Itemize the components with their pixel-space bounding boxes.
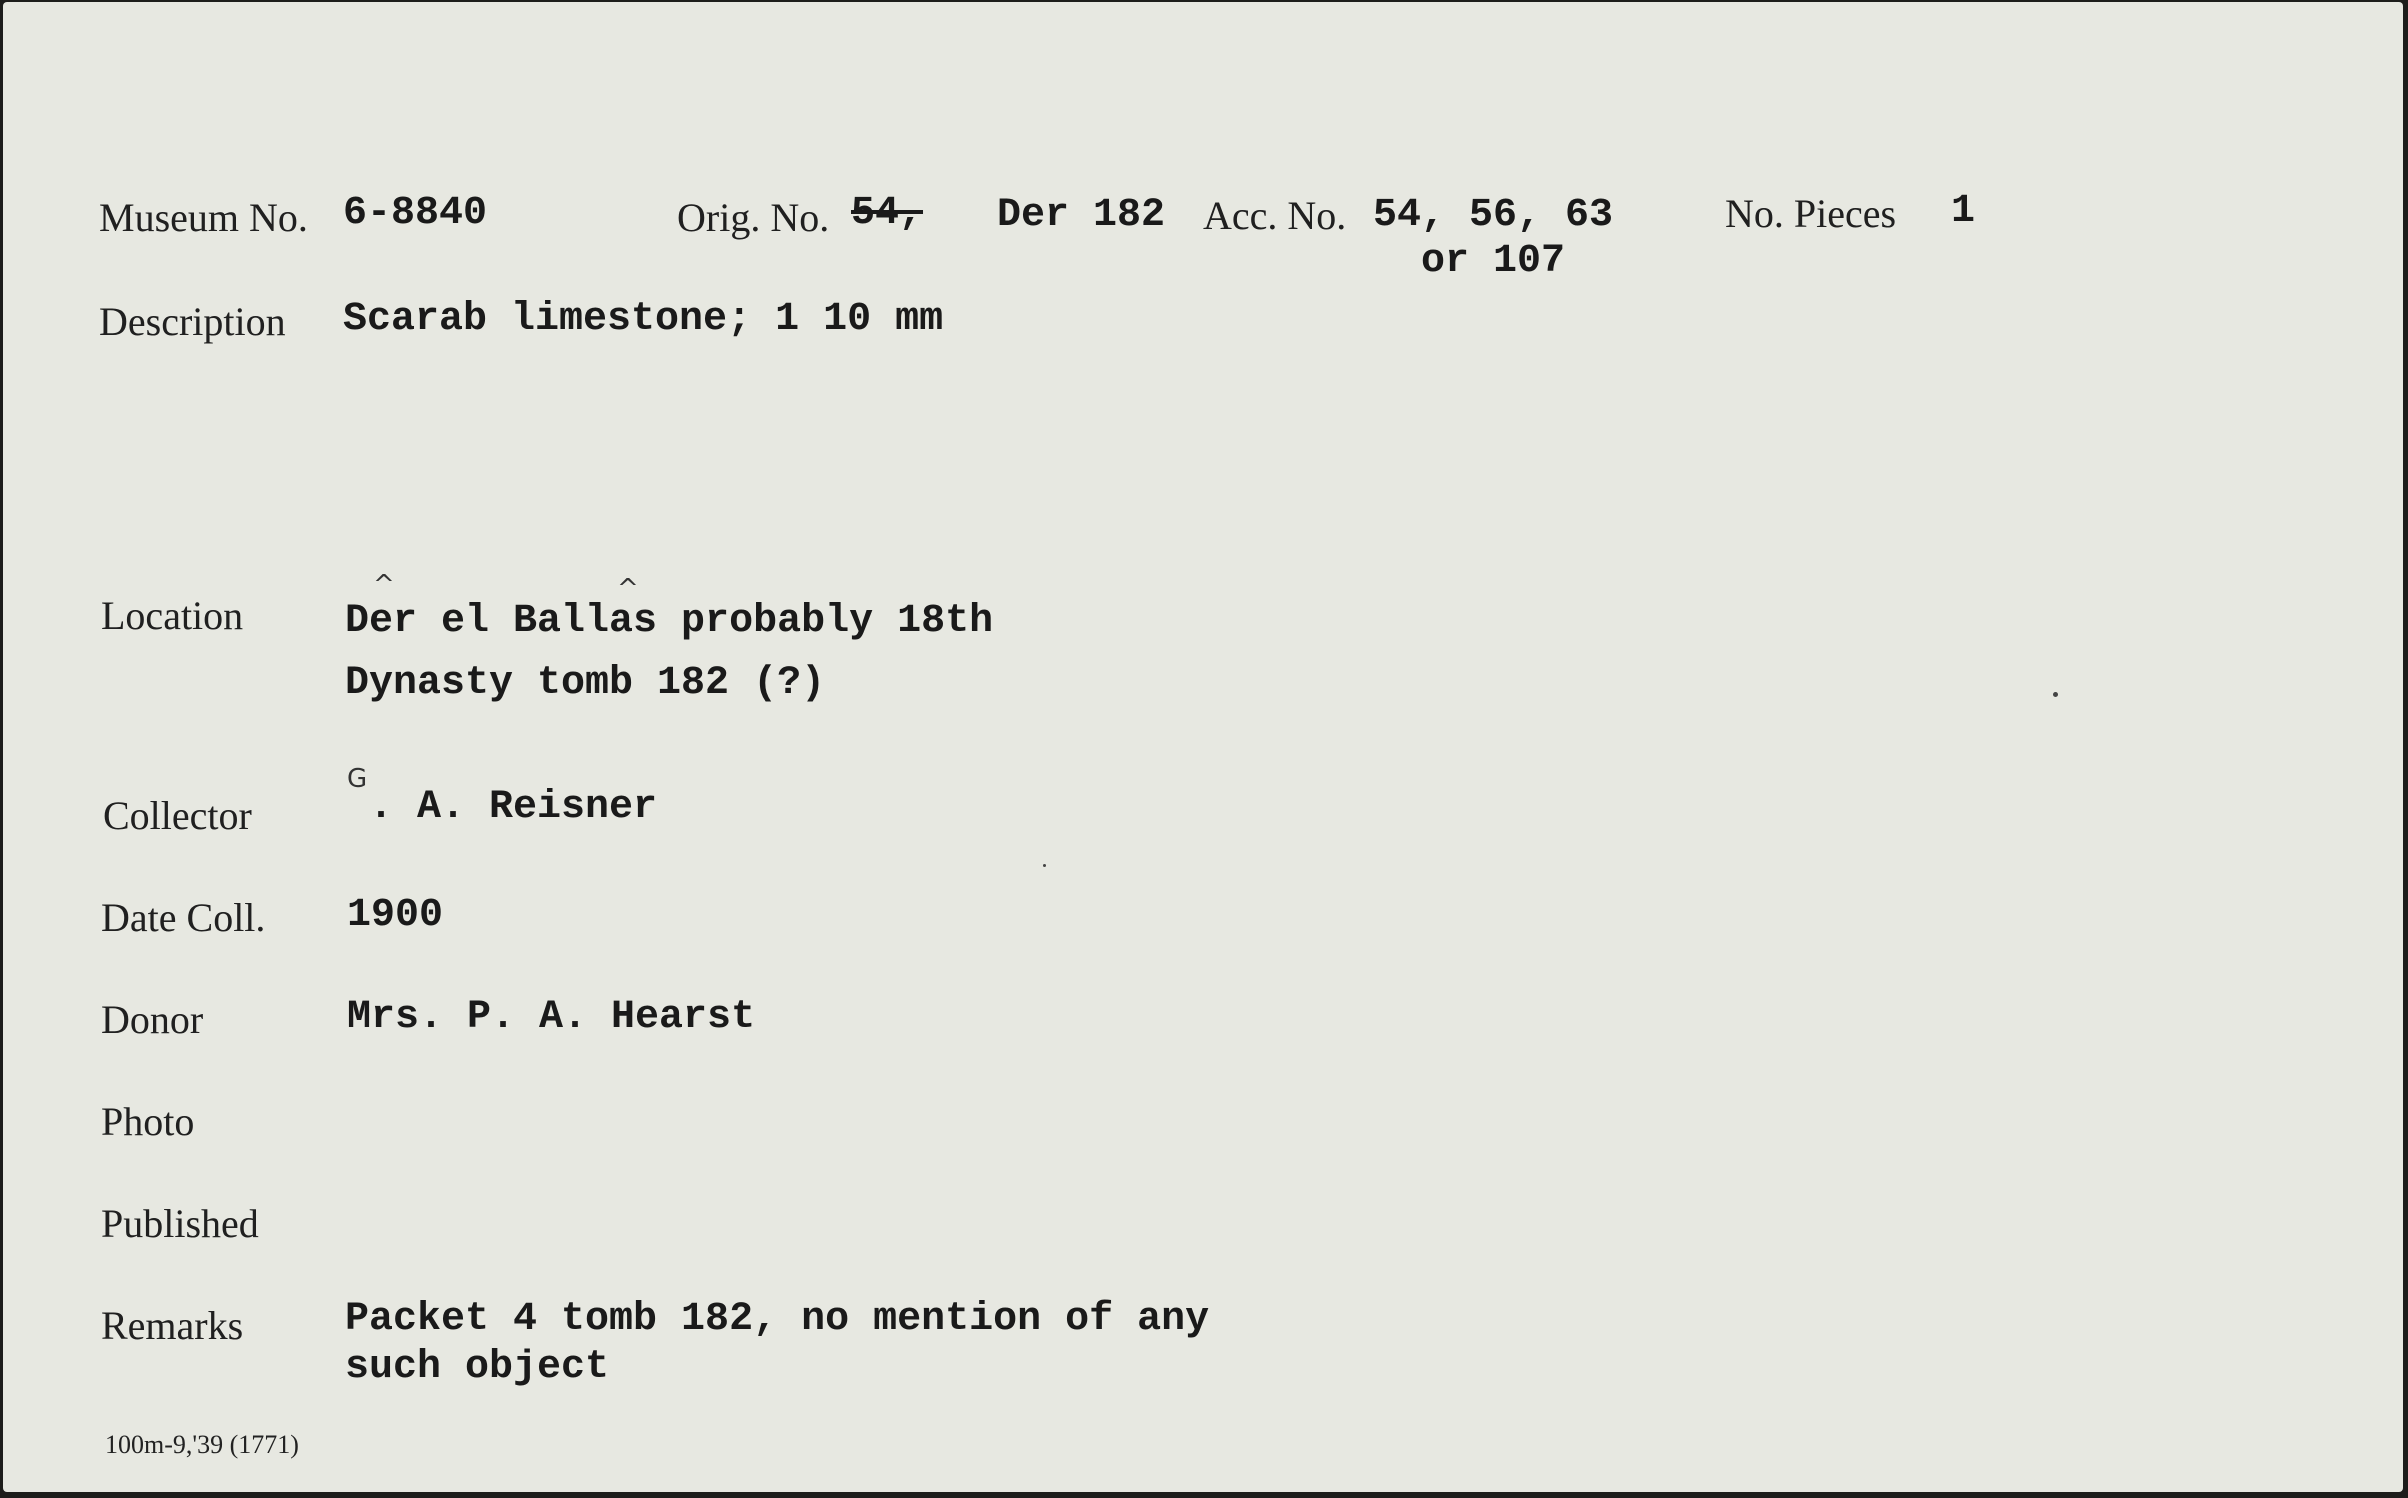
location-label: Location [101, 593, 244, 638]
remarks-value-line2: such object [345, 1345, 610, 1390]
catalog-card [3, 2, 2403, 1492]
remarks-value-line1: Packet 4 tomb 182, no mention of any [345, 1297, 1210, 1342]
collector-initial-handwritten: G [347, 764, 368, 794]
donor-value: Mrs. P. A. Hearst [347, 995, 756, 1040]
museum-no-value: 6-8840 [343, 191, 488, 236]
circumflex-mark: ^ [617, 574, 639, 604]
donor-label: Donor [101, 997, 204, 1042]
acc-no-value-line2: or 107 [1421, 239, 1566, 284]
location-value-line2: Dynasty tomb 182 (?) [345, 661, 826, 706]
no-pieces-value: 1 [1951, 189, 1976, 234]
speck [2053, 692, 2058, 697]
location-value-line1: Der el Ballas probably 18th [345, 599, 994, 644]
orig-no-label: Orig. No. [677, 195, 830, 240]
acc-no-label: Acc. No. [1203, 193, 1347, 238]
museum-no-label: Museum No. [99, 195, 308, 240]
no-pieces-label: No. Pieces [1725, 191, 1897, 236]
description-value: Scarab limestone; 1 10 mm [343, 297, 944, 342]
description-label: Description [99, 299, 286, 344]
remarks-label: Remarks [101, 1303, 244, 1348]
orig-no-value: Der 182 [997, 193, 1166, 238]
collector-label: Collector [103, 793, 252, 838]
speck [1043, 864, 1046, 867]
print-code: 100m-9,'39 (1771) [105, 1430, 299, 1459]
date-coll-label: Date Coll. [101, 895, 266, 940]
orig-no-struck-value: 54, [851, 191, 924, 236]
published-label: Published [101, 1201, 259, 1246]
collector-value: . A. Reisner [369, 785, 658, 830]
date-coll-value: 1900 [347, 893, 444, 938]
circumflex-mark: ^ [373, 570, 395, 600]
photo-label: Photo [101, 1099, 195, 1144]
acc-no-value-line1: 54, 56, 63 [1373, 193, 1614, 238]
